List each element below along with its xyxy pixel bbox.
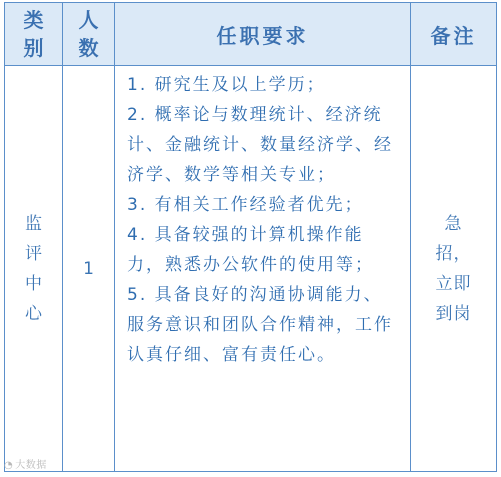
remarks-value: 急招，立即到岗	[435, 213, 472, 324]
header-headcount-label: 人数	[78, 8, 99, 60]
headcount-value: 1	[83, 258, 94, 279]
header-category	[5, 3, 63, 66]
weibo-icon: ◔	[4, 460, 14, 471]
requirement-item-2: 2. 概率论与数理统计、经济统计、金融统计、数量经济学、经济学、数学等相关专业；	[127, 105, 393, 185]
remarks-cell	[411, 66, 497, 472]
header-remarks-label: 备注	[430, 23, 477, 48]
watermark	[4, 456, 47, 471]
header-category-label: 类别	[23, 8, 44, 60]
requirement-item-1: 1. 研究生及以上学历；	[127, 75, 326, 95]
header-requirements-label: 任职要求	[216, 23, 309, 48]
header-requirements	[115, 3, 411, 66]
category-cell	[5, 66, 63, 472]
requirement-item-5: 5. 具备良好的沟通协调能力、服务意识和团队合作精神，工作认真仔细、富有责任心。	[127, 285, 393, 365]
requirements-cell	[115, 66, 411, 472]
category-value: 监评中心	[25, 213, 42, 324]
job-requirements-table	[4, 2, 497, 472]
requirement-item-4: 4. 具备较强的计算机操作能力，熟悉办公软件的使用等；	[127, 225, 374, 275]
headcount-cell	[63, 66, 115, 472]
table-header-row	[5, 3, 497, 66]
requirement-item-3: 3. 有相关工作经验者优先；	[127, 195, 364, 215]
header-remarks	[411, 3, 497, 66]
header-headcount	[63, 3, 115, 66]
watermark-text: 大数据	[15, 460, 47, 471]
table-row	[5, 66, 497, 472]
